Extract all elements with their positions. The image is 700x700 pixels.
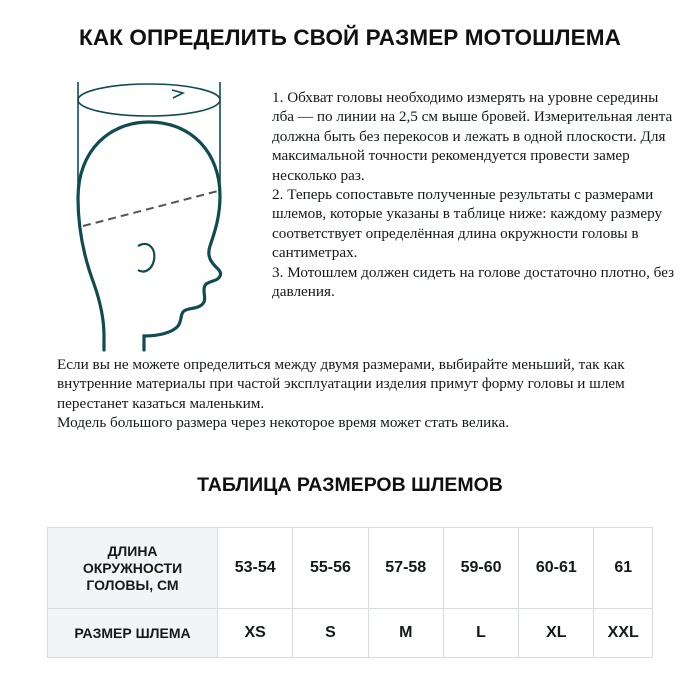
instructions-block <box>272 88 680 301</box>
instruction-2: 2. Теперь сопоставьте полученные результаты с размерами шлемов, которые указаны в таблице ниже: каждому размеру соответствует определённая длина окружности головы в сантиметрах. <box>272 186 663 262</box>
circumference-cell-5: 60-61 <box>519 528 594 609</box>
circumference-cell-4: 59-60 <box>443 528 518 609</box>
table-row <box>48 528 653 609</box>
page-title: КАК ОПРЕДЕЛИТЬ СВОЙ РАЗМЕР МОТОШЛЕМА <box>79 25 621 50</box>
instruction-1: 1. Обхват головы необходимо измерять на уровне середины лба — по линии на 2,5 см выше бровей. Измерительная лента должна быть без перекосов и лежать в одной плоскости. Для максимальной точности рекомендуется провести замер несколько раз. <box>272 89 673 184</box>
circumference-cell-3: 57-58 <box>368 528 443 609</box>
table-title: ТАБЛИЦА РАЗМЕРОВ ШЛЕМОВ <box>197 474 503 496</box>
table-row <box>48 609 653 658</box>
size-cell-3: M <box>368 609 443 658</box>
notes-block <box>57 355 649 433</box>
circumference-cell-1: 53-54 <box>218 528 293 609</box>
head-measurement-diagram <box>52 78 267 353</box>
row-label-line-2: ОКРУЖНОСТИ <box>82 559 183 576</box>
note-1: Если вы не можете определиться между двумя размерами, выбирайте меньший, так как внутренние материалы при частой эксплуатации изделия примут форму головы и шлем перестанет казаться маленьким. <box>57 356 625 412</box>
circumference-cell-2: 55-56 <box>293 528 368 609</box>
size-cell-6: XXL <box>594 609 653 658</box>
row-label-circumference <box>48 528 218 609</box>
size-cell-2: S <box>293 609 368 658</box>
size-cell-5: XL <box>519 609 594 658</box>
row-label-line-1: ДЛИНА <box>107 542 158 559</box>
size-cell-4: L <box>443 609 518 658</box>
note-2: Модель большого размера через некоторое время может стать велика. <box>57 414 509 432</box>
row-label-line-3: ГОЛОВЫ, СМ <box>86 576 179 593</box>
row-label-size: РАЗМЕР ШЛЕМА <box>48 609 218 658</box>
circumference-cell-6: 61 <box>594 528 653 609</box>
instruction-3: 3. Мотошлем должен сидеть на голове достаточно плотно, без давления. <box>272 263 675 301</box>
size-table <box>47 527 653 658</box>
size-cell-1: XS <box>218 609 293 658</box>
